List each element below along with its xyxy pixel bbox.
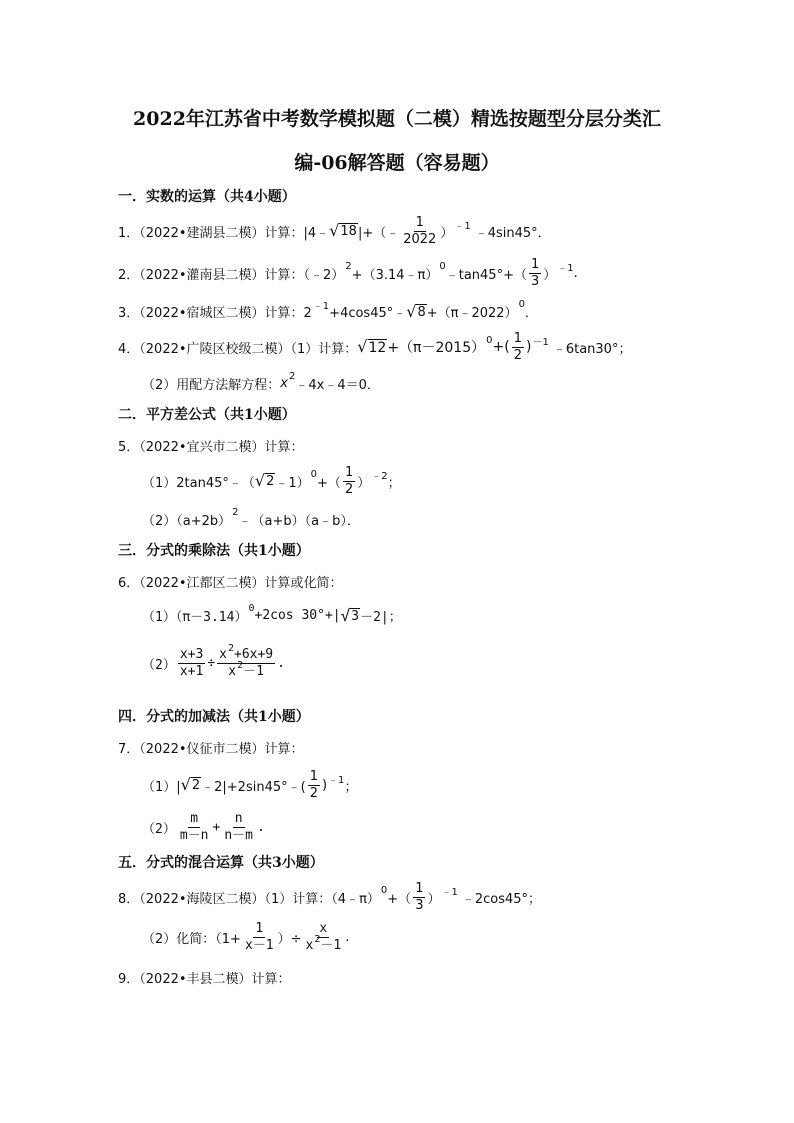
question-7-part-2: （2） $\frac{m}{m-n}$ + $\frac{n}{n-m}$ . [142,811,265,843]
question-7-part-1: （1）| √ 2 ﹣2|+2sin45°﹣( $\frac{1}{2}$ ) ﹣1 ； [142,769,358,801]
page-title-line1: 2022年江苏省中考数学模拟题（二模）精选按题型分层分类汇 [133,108,661,130]
section-heading: 三．分式的乘除法（共1小题） [118,543,310,559]
question-8: 8．（2022•海陵区二模）（1）计算：（4﹣π） 0 +（ $\frac{1}{3}$ ） ﹣1 ﹣2cos45°； [118,881,542,913]
fraction: $\frac{1}{2}$ [309,769,318,801]
sqrt-sign: √ 12 [357,336,387,356]
page-title-line2: 编-06解答题（容易题） [294,152,500,174]
question-3: 3．（2022•宿城区二模）计算：2 ﹣1 +4cos45°﹣ √ 8 +（π﹣2022） 0 ． [118,299,538,321]
question-6-part-1: （1）（π－3.14） 0 +2cos 30°+| √ 3 －2|； [142,603,402,625]
sqrt-sign: √ 3 [340,605,360,625]
section-heading: 五．分式的混合运算（共3小题） [118,855,324,871]
question-1: 1．（2022•建湖县二模）计算：|4﹣ √ 18 |+（﹣ $\frac{1}{2022}$ ） ﹣1 ﹣4sin45°． [118,215,551,247]
fraction: $\frac{1}{x-1}$ [244,921,274,953]
fraction: $\frac{1}{2022}$ [403,215,437,247]
section-heading: 四．分式的加减法（共1小题） [118,709,310,725]
sqrt-sign: √ 8 [406,301,426,321]
question-7: 7．（2022•仪征市二模）计算： [118,742,304,757]
fraction: $\frac{m}{m-n}$ [179,811,209,843]
fraction: $\frac{1}{2}$ [513,331,522,363]
fraction: $\frac{x}{x^2-1}$ [305,921,342,953]
question-5-part-1: （1）2tan45°﹣（ √ 2 ﹣1） 0 +（ $\frac{1}{2}$ ） ﹣2 ； [142,465,401,497]
fraction: $\frac{n}{n-m}$ [224,811,253,843]
section-heading: 一．实数的运算（共4小题） [118,189,296,205]
q1-lead: 1．（2022•建湖县二模）计算：|4﹣ [118,225,330,241]
section-heading: 二．平方差公式（共1小题） [118,407,296,423]
question-5: 5．（2022•宜兴市二模）计算： [118,440,304,455]
fraction: $\frac{1}{3}$ [415,881,424,913]
sqrt-sign: √ 18 [329,221,357,241]
fraction: $\frac{1}{2}$ [344,465,354,497]
sqrt-sign: √ 2 [254,471,275,491]
fraction: $\frac{1}{3}$ [530,257,540,289]
question-4-part-2: （2）用配方法解方程： x 2 ﹣4x﹣4＝0． [142,371,380,393]
question-9: 9．（2022•丰县二模）计算： [118,972,291,987]
question-5-part-2: （2）（a+2b） 2 ﹣（a+b）（a﹣b）． [142,507,360,529]
question-8-part-2: （2）化简：（1+ $\frac{1}{x-1}$ ）÷ $\frac{x}{x^2-1}$ . [142,921,350,953]
question-2: 2．（2022•灌南县二模）计算：（﹣2） 2 +（3.14﹣π） 0 ﹣tan45°+（ $\frac{1}{3}$ ） ﹣1 . [118,257,578,289]
fraction: $\frac{x+3}{x+1}$ [179,647,204,679]
question-4: 4．（2022•广陵区校级二模）（1）计算： √ 12 +（π－2015） 0 +( $\frac{1}{2}$ ) －1 ﹣6tan30°； [118,331,632,363]
fraction: $\frac{x^2+6x+9}{x^2-1}$ [219,643,274,679]
sqrt-sign: √ 2 [180,775,201,795]
question-6-part-2: （2） $\frac{x+3}{x+1}$ ÷ $\frac{x^2+6x+9}{x^2-1}$ . [142,643,285,679]
question-6: 6．（2022•江都区二模）计算或化简： [118,576,343,591]
